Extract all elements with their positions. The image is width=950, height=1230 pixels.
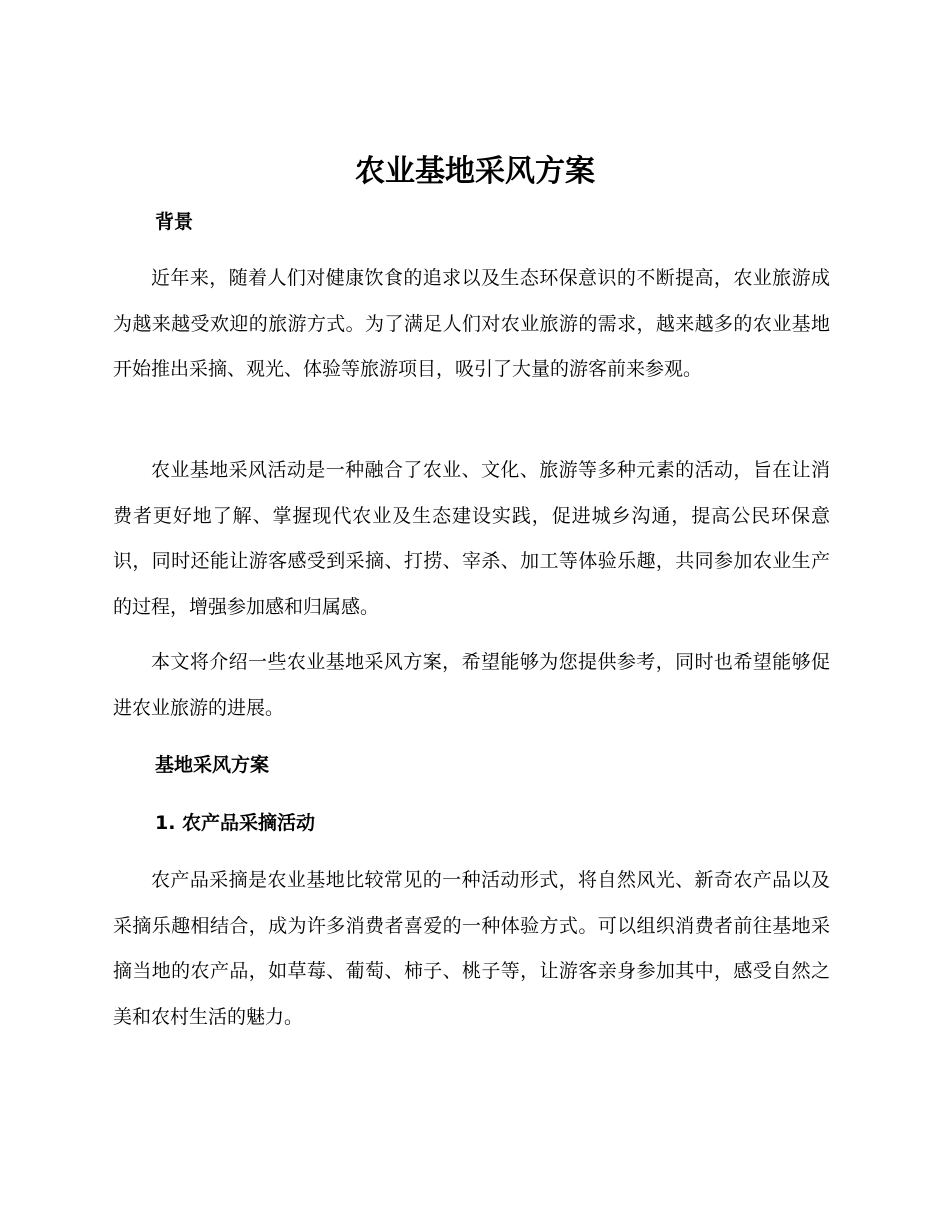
section-heading-plan: 基地采风方案 [155, 754, 270, 776]
paragraph-background-3: 本文将介绍一些农业基地采风方案，希望能够为您提供参考，同时也希望能够促进农业旅游的进展。 [113, 651, 830, 719]
paragraph-background-2: 农业基地采风活动是一种融合了农业、文化、旅游等多种元素的活动，旨在让消费者更好地了解、掌握现代农业及生态建设实践，促进城乡沟通，提高公民环保意识，同时还能让游客感受到采摘、打捞、宰杀、加工等体验乐趣，共同参加农业生产的过程，增强参加感和归属感。 [113, 459, 830, 618]
section-heading-background: 背景 [155, 211, 194, 233]
document-title: 农业基地采风方案 [355, 154, 595, 189]
paragraph-background-1: 近年来，随着人们对健康饮食的追求以及生态环保意识的不断提高，农业旅游成为越来越受欢迎的旅游方式。为了满足人们对农业旅游的需求，越来越多的农业基地开始推出采摘、观光、体验等旅游项目，吸引了大量的游客前来参观。 [113, 267, 830, 380]
subsection-heading-picking: 1. 农产品采摘活动 [155, 812, 316, 834]
paragraph-picking-1: 农产品采摘是农业基地比较常见的一种活动形式，将自然风光、新奇农产品以及采摘乐趣相结合，成为许多消费者喜爱的一种体验方式。可以组织消费者前往基地采摘当地的农产品，如草莓、葡萄、柿子、桃子等，让游客亲身参加其中，感受自然之美和农村生活的魅力。 [113, 869, 830, 1028]
